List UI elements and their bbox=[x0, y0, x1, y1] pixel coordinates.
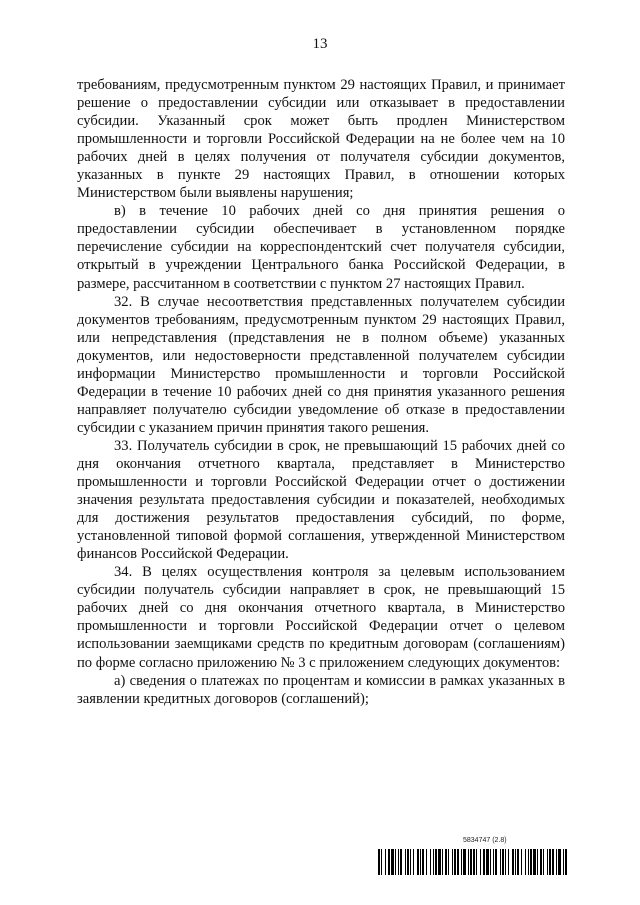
paragraph-continuation: требованиям, предусмотренным пунктом 29 настоящих Правил, и принимает решение о предоставлении субсидии или отказывает в предоставлении субсидии. Указанный срок может быть продлен Министерством промышленности и торговли Российской Федерации на не более чем на 10 рабочих дней в целях получения от получателя субсидии документов, указанных в пункте 29 настоящих Правил, в отношении которых Министерством были выявлены нарушения; bbox=[77, 77, 565, 202]
barcode bbox=[378, 849, 568, 875]
paragraph-item-v: в) в течение 10 рабочих дней со дня принятия решения о предоставлении субсидии обеспечивает в установленном порядке перечисление субсидии на корреспондентский счет получателя субсидии, открытый в учреждении Центрального банка Российской Федерации, в размере, рассчитанном в соответствии с пунктом 27 настоящих Правил. bbox=[77, 203, 565, 292]
barcode-code: 5834747 (2.8) bbox=[463, 837, 507, 844]
paragraph-33: 33. Получатель субсидии в срок, не превышающий 15 рабочих дней со дня окончания отчетного квартала, представляет в Министерство промышленности и торговли Российской Федерации отчет о достижении значения результата предоставления субсидии и показателей, необходимых для достижения результатов предоставления субсидий, по форме, установленной типовой формой соглашения, утвержденной Министерством финансов Российской Федерации. bbox=[77, 437, 565, 563]
document-body bbox=[77, 76, 565, 708]
paragraph-32: 32. В случае несоответствия представленных получателем субсидии документов требованиям, предусмотренным пунктом 29 настоящих Правил, или непредставления (представления не в полном объеме) указанных документов, или недостоверности представленной получателем субсидии информации Министерство промышленности и торговли Российской Федерации в течение 10 рабочих дней со дня принятия указанного решения направляет получателю субсидии уведомление об отказе в предоставлении субсидии с указанием причин принятия такого решения. bbox=[77, 293, 565, 436]
paragraph-item-a: а) сведения о платежах по процентам и комиссии в рамках указанных в заявлении кредитных договоров (соглашений); bbox=[77, 672, 565, 707]
paragraph-34: 34. В целях осуществления контроля за целевым использованием субсидии получатель субсидии направляет в срок, не превышающий 15 рабочих дней со дня окончания отчетного квартала, в Министерство промышленности и торговли Российской Федерации отчет о целевом использовании заемщиками средств по кредитным договорам (соглашениям) по форме согласно приложению № 3 с приложением следующих документов: bbox=[77, 564, 565, 671]
page-number: 13 bbox=[312, 36, 328, 52]
